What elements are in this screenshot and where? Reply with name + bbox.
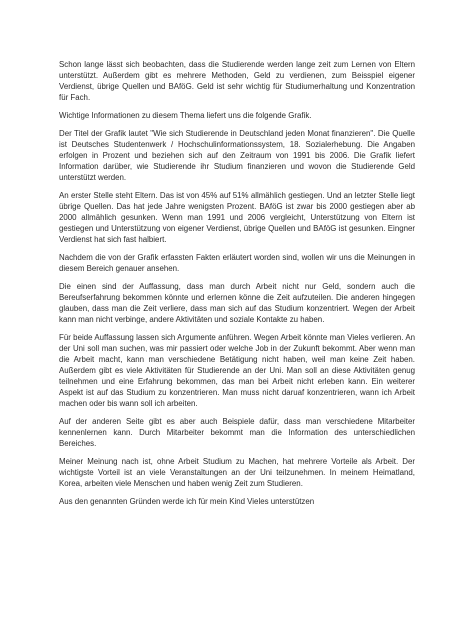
paragraph-introduction: Schon lange lässt sich beobachten, dass die Studierende werden lange zeit zum Lernen von Eltern unterstützt. Außerdem gibt es mehrere Methoden, Geld zu verdienen, zum Beisspiel eigener Verdienst, übrige Quellen und BAföG. Geld ist sehr wichtig für Studiumerhaltung und Konzentration für Fach.	[59, 60, 415, 102]
essay-body	[59, 59, 415, 514]
paragraph-own-opinion: Meiner Meinung nach ist, ohne Arbeit Studium zu Machen, hat mehrere Vorteile als Arbeit. Der wichtigste Vorteil ist an viele Veranstaltungen an der Uni teilzunehmen. In meinem Heimatland, Korea, arbeiten viele Menschen und haben wenig Zeit zum Studieren.	[59, 457, 415, 488]
paragraph-graphic-description: Der Titel der Grafik lautet "Wie sich Studierende in Deutschland jeden Monat finanzieren". Die Quelle ist Deutsches Studentenwerk / Hochschulinformationssystem, 18. Sozialerhebung. Die Angaben erfolgen in Prozent und beziehen sich auf den Zeitraum von 1991 bis 2006. Die Grafik liefert Information darüber, wie Studierende ihr Studium finanzieren und wovon die Studierende Geld unterstützt werden.	[59, 129, 415, 182]
paragraph-graphic-intro: Wichtige Informationen zu diesem Thema liefert uns die folgende Grafik.	[59, 111, 312, 120]
paragraph-opinions: Die einen sind der Auffassung, dass man durch Arbeit nicht nur Geld, sondern auch die Bereufserfahrung bekommen könnte und erlernen könne die Zeit aufzuteilen. Die anderen hingegen glauben, dass man die Zeit verliere, dass man sich auf das Studium konzentriert. Wegen der Arbeit kann man nicht verbinge, andere Aktivitäten und soziale Kontakte zu haben.	[59, 282, 415, 324]
paragraph-graphic-analysis: An erster Stelle steht Eltern. Das ist von 45% auf 51% allmählich gestiegen. Und an letzter Stelle liegt übrige Quellen. Das hat jede Jahre wenigsten Prozent. BAföG ist zwar bis 2000 gestiegen aber ab 2000 allmählich gesunken. Wenn man 1991 und 2006 vergleicht, Unterstützung von Eltern ist gestiegen und Unterstützung von eigener Verdienst, übrige Quellen und BAföG ist gesunken. Eingner Verdienst hat sich fast halbiert.	[59, 191, 415, 244]
paragraph-transition: Nachdem die von der Grafik erfassten Fakten erläutert worden sind, wollen wir uns die Meinungen in diesem Bereich genauer ansehen.	[59, 253, 415, 273]
paragraph-counter-arguments: Auf der anderen Seite gibt es aber auch Beispiele dafür, dass man verschiedene Mitarbeiter kennenlernen kann. Durch Mitarbeiter bekommt man die Information des unterschiedlichen Bereiches.	[59, 417, 415, 448]
paragraph-conclusion: Aus den genannten Gründen werde ich für mein Kind Vieles unterstützen	[59, 497, 315, 506]
paragraph-arguments: Für beide Auffassung lassen sich Argumente anführen. Wegen Arbeit könnte man Vieles verlieren. An der Uni soll man suchen, was mir passiert oder welche Job in der Zukunft bekommt. Aber wenn man die Arbeit macht, kann man verschiedene Betätigung nicht haben, weil man keine Zeit haben. Außerdem gibt es viele Aktivitäten für Studierende an der Uni. Man soll an diese Aktivitäten genug teilnehmen und eine Erfahrung bekommen, das man bei Arbeit nicht erleben kann. Ein weiterer Aspekt ist auf das Studium zu konzentrieren. Man muss nicht daruaf konzentrieren, wann ich Arbeit machen oder bis wann soll ich arbeiten.	[59, 333, 415, 408]
